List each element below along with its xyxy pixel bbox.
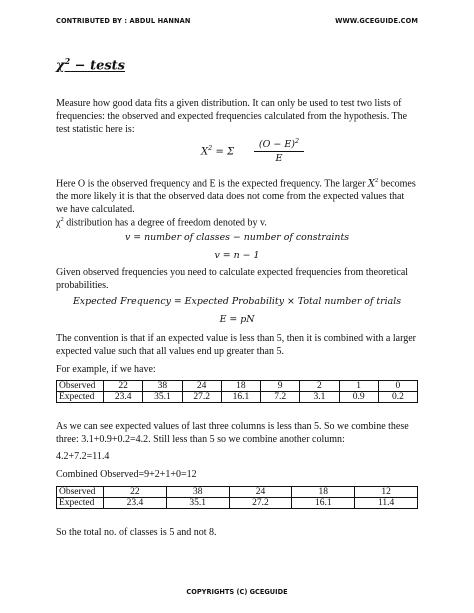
table-cell: 18 bbox=[292, 487, 355, 498]
formula-sigma: = Σ bbox=[212, 146, 235, 158]
dof-line bbox=[56, 213, 418, 229]
table-cell: 16.1 bbox=[292, 498, 355, 509]
table-cell: 9 bbox=[261, 381, 300, 392]
table-cell: 0.2 bbox=[378, 392, 417, 403]
contributor-header: CONTRIBUTED BY : ABDUL HANNAN bbox=[56, 17, 191, 25]
table-cell: 2 bbox=[300, 381, 339, 392]
table-cell: 24 bbox=[182, 381, 221, 392]
table-cell: 22 bbox=[104, 487, 167, 498]
dof-text: distribution has a degree of freedom denoted by v. bbox=[63, 217, 267, 229]
sum-line: 4.2+7.2=11.4 bbox=[56, 451, 110, 462]
explain-symbol: X bbox=[367, 178, 376, 190]
table-cell: 35.1 bbox=[143, 392, 182, 403]
v-equals-n-minus-1-equation: v = n − 1 bbox=[214, 250, 260, 261]
expected-frequency-equation: Expected Frequency = Expected Probability × Total number of trials bbox=[72, 296, 402, 307]
title-text: − tests bbox=[70, 58, 126, 74]
table-cell: 1 bbox=[339, 381, 378, 392]
explain-part1: Here O is the observed frequency and E is the expected frequency. The larger bbox=[56, 178, 368, 190]
table-cell: 0.9 bbox=[339, 392, 378, 403]
combined-observed-line: Combined Observed=9+2+1+0=12 bbox=[56, 469, 197, 480]
title-exponent: 2 bbox=[64, 56, 71, 66]
combine-paragraph: As we can see expected values of last three columns is less than 5. So we combine these three: 3.1+0.9+0.2=4.2. Still less than 5 so we combine another column: bbox=[56, 421, 409, 445]
dof-exp: 2 bbox=[60, 216, 64, 223]
table-cell: 38 bbox=[166, 487, 229, 498]
row-label: Expected bbox=[57, 498, 104, 509]
given-paragraph: Given observed frequencies you need to calculate expected frequencies from theoretical probabilities. bbox=[56, 267, 409, 291]
row-label: Observed bbox=[57, 381, 104, 392]
table-cell: 35.1 bbox=[166, 498, 229, 509]
e-equals-pn-equation: E = pN bbox=[219, 314, 255, 325]
formula-denominator: E bbox=[275, 153, 283, 165]
frequency-table-combined bbox=[56, 486, 418, 509]
explain-paragraph bbox=[56, 174, 418, 216]
row-label: Expected bbox=[57, 392, 104, 403]
frequency-table-original bbox=[56, 380, 418, 403]
test-statistic-formula bbox=[56, 137, 418, 167]
formula-num-exp: 2 bbox=[295, 137, 300, 145]
convention-paragraph: The convention is that if an expected value is less than 5, then it is combined with a larger expected value such that all values end up greater than 5. bbox=[56, 333, 416, 357]
table-row-expected bbox=[57, 498, 418, 509]
table-cell: 12 bbox=[355, 487, 418, 498]
table-cell: 38 bbox=[143, 381, 182, 392]
table-cell: 18 bbox=[221, 381, 260, 392]
title-symbol: χ bbox=[56, 58, 65, 74]
dof-symbol: χ bbox=[56, 217, 61, 229]
table-cell: 24 bbox=[229, 487, 292, 498]
formula-numerator: (O − E) bbox=[258, 139, 295, 151]
example-intro: For example, if we have: bbox=[56, 364, 156, 375]
table-cell: 27.2 bbox=[229, 498, 292, 509]
copyright-footer: COPYRIGHTS (C) GCEGUIDE bbox=[186, 588, 288, 596]
table-row-observed bbox=[57, 487, 418, 498]
explain-part2: becomes the more likely it is that the observed data does not come from the expected values that we have calculated. bbox=[56, 178, 416, 216]
table-cell: 11.4 bbox=[355, 498, 418, 509]
table-cell: 16.1 bbox=[221, 392, 260, 403]
degrees-of-freedom-equation: v = number of classes − number of constraints bbox=[124, 232, 350, 243]
table-row-expected bbox=[57, 392, 418, 403]
table-cell: 7.2 bbox=[261, 392, 300, 403]
explain-exp: 2 bbox=[375, 177, 379, 184]
table-cell: 23.4 bbox=[104, 498, 167, 509]
table-cell: 22 bbox=[104, 381, 143, 392]
row-label: Observed bbox=[57, 487, 104, 498]
table-cell: 27.2 bbox=[182, 392, 221, 403]
formula-fraction bbox=[254, 137, 304, 164]
table-cell: 23.4 bbox=[104, 392, 143, 403]
page-title bbox=[56, 56, 125, 73]
table-cell: 3.1 bbox=[300, 392, 339, 403]
table-cell: 0 bbox=[378, 381, 417, 392]
formula-lhs: X bbox=[201, 146, 209, 158]
conclusion-line: So the total no. of classes is 5 and not 8. bbox=[56, 527, 217, 538]
formula-lhs-exp: 2 bbox=[208, 144, 213, 152]
website-header: WWW.GCEGUIDE.COM bbox=[335, 17, 418, 25]
intro-paragraph: Measure how good data fits a given distribution. It can only be used to test two lists of frequencies: the observed and expected frequencies calculated from the hypothesis. The test statistic here is: bbox=[56, 98, 408, 135]
table-row-observed bbox=[57, 381, 418, 392]
